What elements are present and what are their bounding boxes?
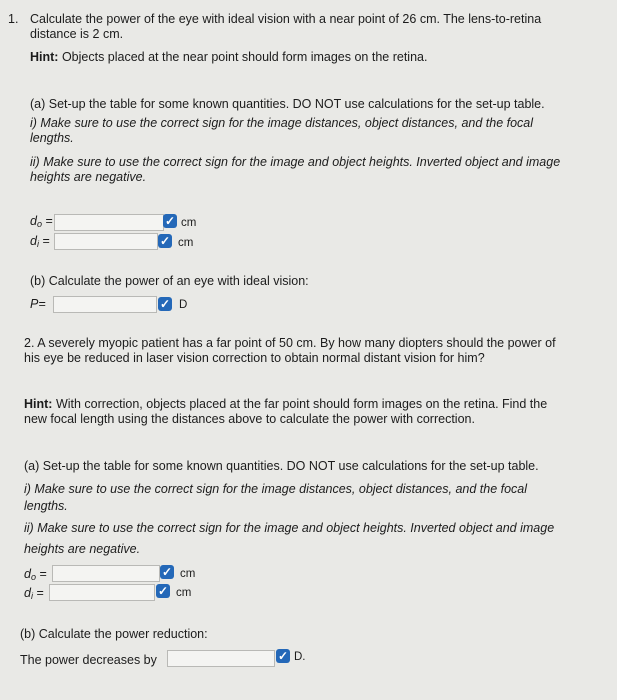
q2-di-check-icon: ✓ (157, 584, 169, 598)
q1-number: 1. (8, 12, 19, 26)
q2-do-unit: cm (180, 568, 196, 580)
q2-hint-label: Hint: (24, 397, 53, 411)
q1-di-unit: cm (178, 237, 194, 249)
q1-prompt-line2: distance is 2 cm. (30, 27, 124, 41)
q2-hint-line1 (24, 397, 547, 412)
q1-do-label: $d_o$ = (30, 214, 53, 229)
q1-do-unit: cm (181, 217, 197, 229)
q1-instruction-ii-line1: ii) Make sure to use the correct sign for the image and object heights. Inverted object and image (30, 155, 561, 169)
q1-instruction-i-line2: lengths. (30, 131, 74, 145)
q2-part-a: (a) Set-up the table for some known quantities. DO NOT use calculations for the set-up table. (24, 459, 539, 473)
q2-hint-text1: With correction, objects placed at the far point should form images on the retina. Find the (55, 397, 548, 411)
q1-power-unit: D (179, 299, 188, 311)
q1-do-input[interactable] (54, 214, 164, 231)
q2-prompt-line2: his eye be reduced in laser vision correction to obtain normal distant vision for him? (24, 351, 485, 365)
q2-do-label: $d_o$ = (24, 567, 47, 582)
q1-di-check-icon: ✓ (159, 234, 171, 248)
q1-power-label: P= (30, 297, 46, 311)
q2-power-decrease-unit: D. (294, 651, 306, 663)
q2-instruction-i-line2: lengths. (24, 499, 68, 513)
q1-power-input[interactable] (53, 296, 157, 313)
q2-part-b: (b) Calculate the power reduction: (20, 627, 208, 641)
q2-instruction-ii-line1: ii) Make sure to use the correct sign for the image and object heights. Inverted object and image (24, 521, 555, 535)
q2-power-decrease-check-icon: ✓ (277, 649, 289, 663)
q2-di-input[interactable] (49, 584, 155, 601)
q2-do-input[interactable] (52, 565, 160, 582)
q1-di-label: $d_i$ = (30, 234, 50, 249)
q2-power-decrease-label: The power decreases by (20, 653, 157, 667)
q1-hint-label: Hint: (30, 50, 59, 64)
q1-part-b: (b) Calculate the power of an eye with ideal vision: (30, 274, 309, 288)
q1-instruction-ii-line2: heights are negative. (30, 170, 147, 184)
q1-hint (30, 50, 427, 65)
q1-power-check-icon: ✓ (159, 297, 171, 311)
q1-hint-text: Objects placed at the near point should form images on the retina. (61, 50, 428, 64)
q2-do-check-icon: ✓ (161, 565, 173, 579)
q2-di-unit: cm (176, 587, 192, 599)
q2-power-decrease-input[interactable] (167, 650, 275, 667)
q2-prompt-line1: 2. A severely myopic patient has a far point of 50 cm. By how many diopters should the power of (24, 336, 556, 350)
q2-di-label: $d_i$ = (24, 586, 44, 601)
q2-hint-line2: new focal length using the distances above to calculate the power with correction. (24, 412, 475, 426)
q1-instruction-i-line1: i) Make sure to use the correct sign for the image distances, object distances, and the focal (30, 116, 534, 130)
q1-di-input[interactable] (54, 233, 158, 250)
q1-part-a: (a) Set-up the table for some known quantities. DO NOT use calculations for the set-up table. (30, 97, 545, 111)
q2-instruction-i-line1: i) Make sure to use the correct sign for the image distances, object distances, and the focal (24, 482, 528, 496)
q1-do-check-icon: ✓ (164, 214, 176, 228)
q2-instruction-ii-line2: heights are negative. (24, 542, 141, 556)
q1-prompt-line1: Calculate the power of the eye with ideal vision with a near point of 26 cm. The lens-to-retina (30, 12, 542, 26)
